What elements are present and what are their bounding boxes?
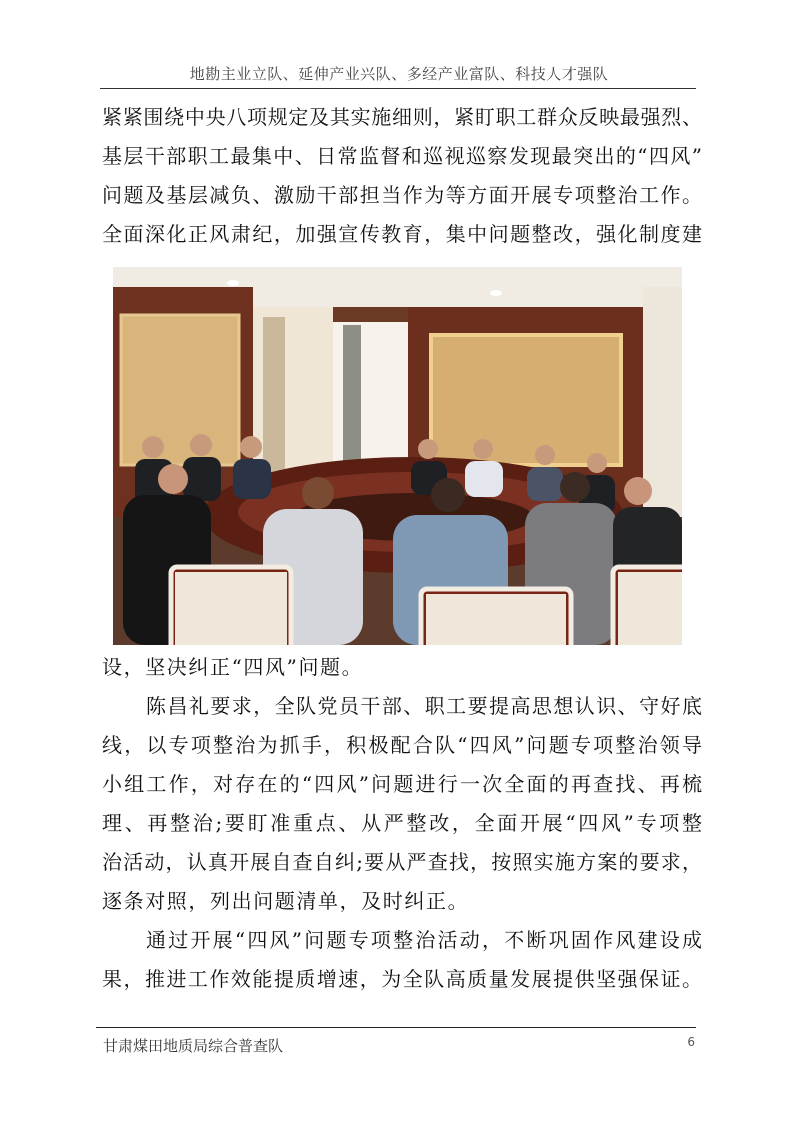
- text-line: 基层干部职工最集中、日常监督和巡视巡察发现最突出的“四风”: [102, 144, 702, 168]
- text-line: 逐条对照，列出问题清单，及时纠正。: [102, 889, 470, 913]
- meeting-photo: [113, 267, 682, 645]
- page-number: 6: [687, 1035, 695, 1049]
- text-line: 紧紧围绕中央八项规定及其实施细则，紧盯职工群众反映最强烈、: [102, 105, 702, 129]
- text-line: 通过开展“四风”问题专项整治活动，不断巩固作风建设成: [146, 928, 702, 952]
- text-block-bottom: [102, 648, 702, 999]
- text-line: 陈昌礼要求，全队党员干部、职工要提高思想认识、守好底: [146, 694, 702, 718]
- header-divider: [100, 88, 696, 89]
- text-line: 设，坚决纠正“四风”问题。: [102, 655, 364, 679]
- header-slogan: 地勘主业立队、延伸产业兴队、多经产业富队、科技人才强队: [189, 65, 609, 83]
- text-line: 果，推进工作效能提质增速，为全队高质量发展提供坚强保证。: [102, 967, 702, 991]
- footer-organization: 甘肃煤田地质局综合普查队: [103, 1037, 284, 1055]
- text-line: 治活动，认真开展自查自纠;要从严查找，按照实施方案的要求，: [102, 850, 702, 874]
- text-line: 全面深化正风肃纪，加强宣传教育，集中问题整改，强化制度建: [102, 222, 702, 246]
- text-block-top: [102, 98, 702, 254]
- text-line: 线，以专项整治为抓手，积极配合队“四风”问题专项整治领导: [102, 733, 702, 757]
- text-line: 问题及基层减负、激励干部担当作为等方面开展专项整治工作。: [102, 183, 702, 207]
- footer-divider: [96, 1027, 696, 1028]
- text-line: 小组工作，对存在的“四风”问题进行一次全面的再查找、再梳: [102, 772, 702, 796]
- text-line: 理、再整治;要盯准重点、从严整改，全面开展“四风”专项整: [102, 811, 702, 835]
